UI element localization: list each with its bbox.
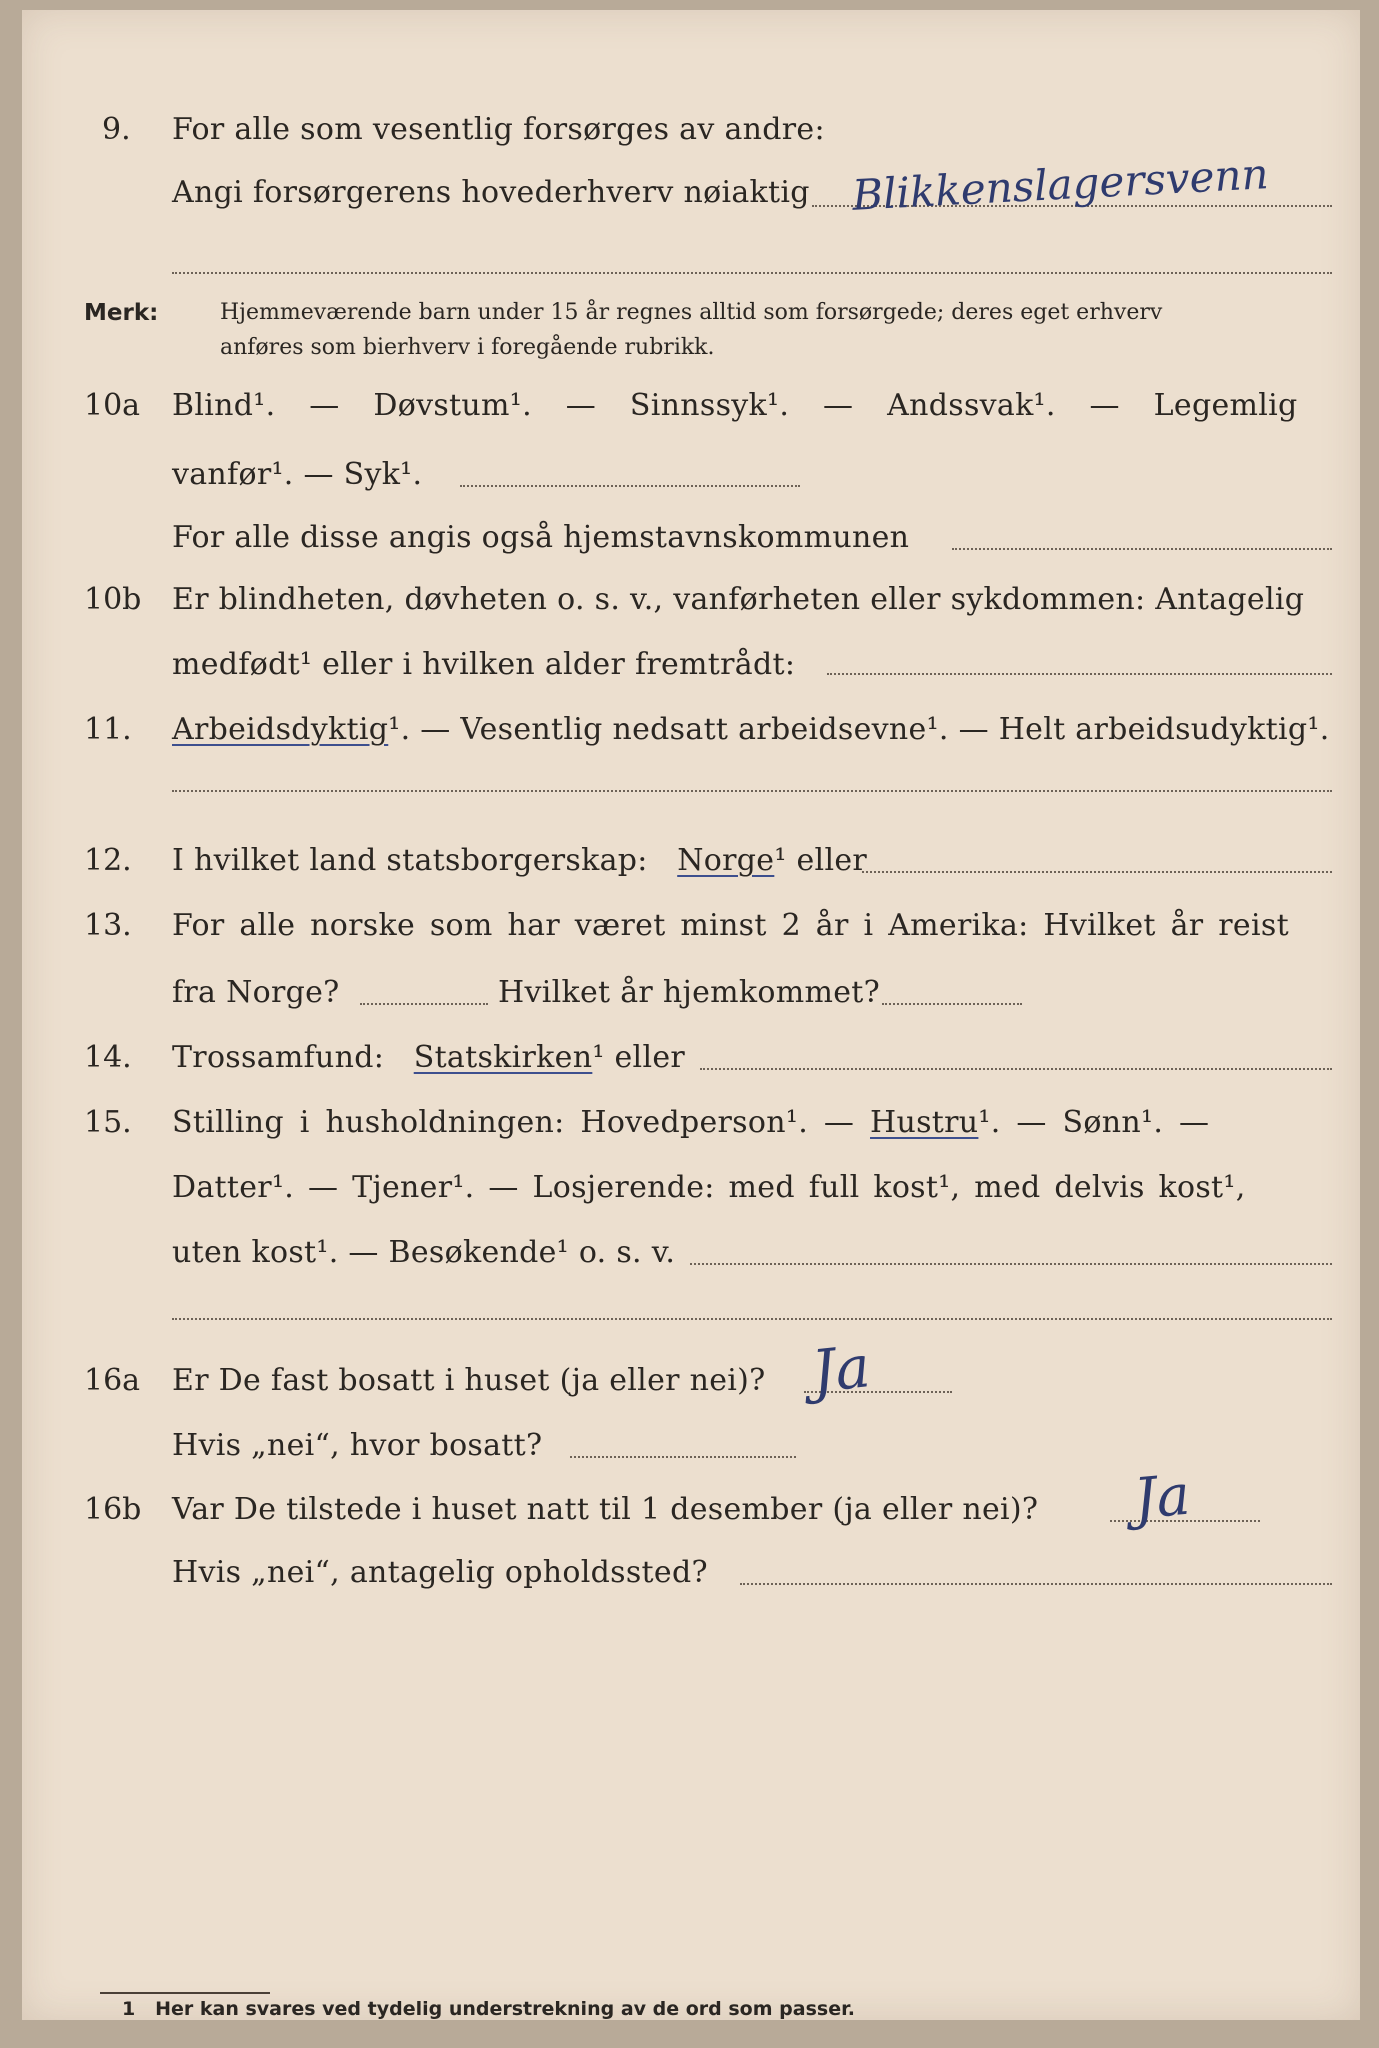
q14-answer-line [700,1068,1332,1070]
q14-question: Trossamfund: [172,1040,385,1075]
q10b-line2: medfødt¹ eller i hvilken alder fremtrådt: [172,647,796,682]
merk-line1: Hjemmeværende barn under 15 år regnes alltid som forsørgede; deres eget erhverv [220,300,1163,325]
q9-line1: For alle som vesentlig forsørges av andre: [172,112,825,147]
q14-post: ¹ eller [592,1040,686,1075]
q15-line2: Datter¹. — Tjener¹. — Losjerende: med full kost¹, med delvis kost¹, [172,1170,1246,1205]
q12-answer-line [862,871,1332,873]
q10a-line3: For alle disse angis også hjemstavnskommunen [172,520,910,555]
q15-line1-start: Stilling i husholdningen: Hovedperson¹. — [172,1105,855,1140]
q13-reist-line [360,1003,488,1005]
q12-underlined-option: Norge [677,843,775,878]
q13-line2a: fra Norge? [172,975,340,1010]
q15-underlined-option: Hustru [870,1105,979,1140]
q10a-number: 10a [84,388,141,423]
q16a-line2: Hvis „nei“, hvor bosatt? [172,1428,543,1463]
footnote [122,1998,855,2020]
q13-line2b: Hvilket år hjemkommet? [498,975,881,1010]
q12-question: I hvilket land statsborgerskap: [172,843,648,878]
q14-number: 14. [84,1040,132,1075]
q12-post: ¹ eller [774,843,868,878]
q12-line [172,843,867,878]
q16b-number: 16b [84,1492,142,1527]
q16a-number: 16a [84,1363,141,1398]
q10b-answer-line [827,673,1332,675]
q16a-line1: Er De fast bosatt i huset (ja eller nei)? [172,1363,766,1398]
q15-extra-line [172,1318,1332,1320]
q15-answer-line [690,1263,1332,1265]
footnote-rule [100,1992,270,1994]
merk-label: Merk: [84,300,159,326]
census-form-page [22,10,1360,2020]
q13-line1: For alle norske som har været minst 2 år i Amerika: Hvilket år reist [172,908,1289,943]
q14-underlined-option: Statskirken [413,1040,593,1075]
q9-line2: Angi forsørgerens hovederhverv nøiaktig [172,175,810,210]
q10b-number: 10b [84,582,142,617]
q15-line1 [172,1105,1209,1140]
footnote-text: Her kan svares ved tydelig understrekning av de ord som passer. [155,1998,855,2020]
q15-line3: uten kost¹. — Besøkende¹ o. s. v. [172,1235,676,1270]
q16a-handwritten-answer: Ja [808,1332,874,1406]
q10b-line1: Er blindheten, døvheten o. s. v., vanførheten eller sykdommen: Antagelig [172,582,1305,617]
q9-handwritten-answer: Blikkenslagersvenn [851,149,1270,220]
q16b-handwritten-answer: Ja [1131,1462,1193,1533]
q11-line [172,712,1330,747]
q10a-line1: Blind¹. — Døvstum¹. — Sinnssyk¹. — Andssvak¹. — Legemlig [172,388,1298,423]
q10a-kommune-line [952,548,1332,550]
q11-underlined-option: Arbeidsdyktig [172,712,389,747]
q15-number: 15. [84,1105,132,1140]
merk-line2: anføres som bierhverv i foregående rubrikk. [220,335,715,360]
q9-number: 9. [102,112,131,147]
q13-hjemkommet-line [882,1003,1022,1005]
q9-extra-line [172,272,1332,274]
q12-number: 12. [84,843,132,878]
q16b-opholdssted-line [740,1583,1332,1585]
q10a-syk-line [460,485,800,487]
q16b-line1: Var De tilstede i huset natt til 1 desember (ja eller nei)? [172,1492,1039,1527]
q15-line1-end: ¹. — Sønn¹. — [978,1105,1210,1140]
footnote-mark: 1 [122,1998,136,2020]
q16a-bosatt-line [570,1456,796,1458]
q14-line [172,1040,685,1075]
q11-rest: ¹. — Vesentlig nedsatt arbeidsevne¹. — Helt arbeidsudyktig¹. [388,712,1330,747]
q11-number: 11. [84,712,132,747]
q13-number: 13. [84,908,132,943]
q16b-line2: Hvis „nei“, antagelig opholdssted? [172,1555,708,1590]
q11-extra-line [172,790,1332,792]
q10a-line2: vanfør¹. — Syk¹. [172,457,423,492]
